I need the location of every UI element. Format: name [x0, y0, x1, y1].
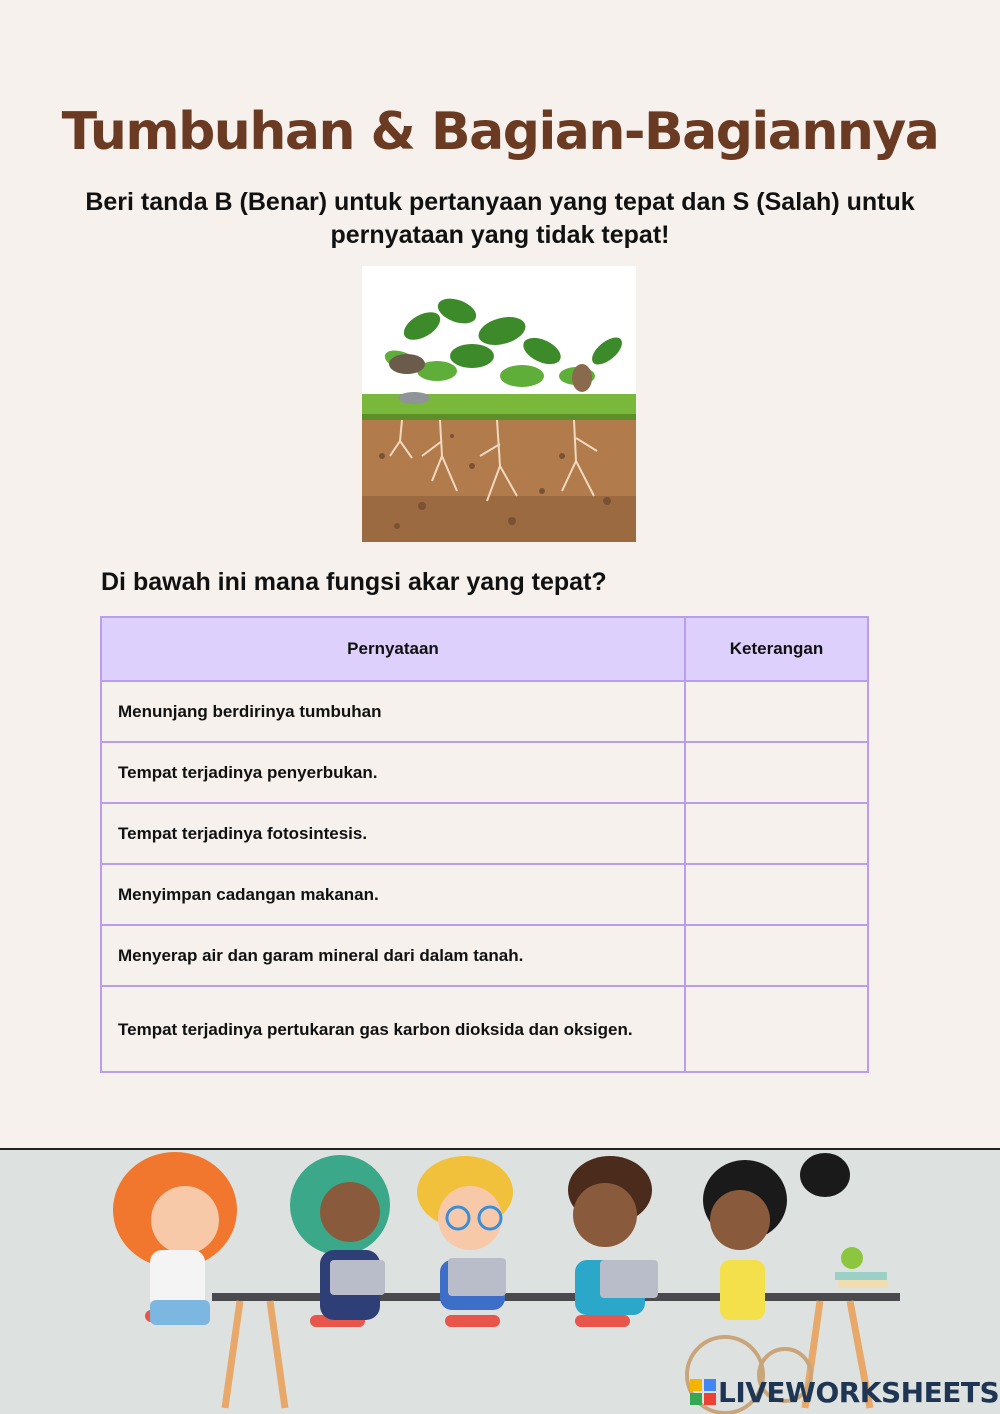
- table-header-row: [101, 617, 868, 681]
- statement-cell: Tempat terjadinya fotosintesis.: [101, 803, 685, 864]
- header-keterangan: Keterangan: [685, 617, 868, 681]
- liveworksheets-logo-icon: [690, 1379, 718, 1407]
- worksheet-title: Tumbuhan & Bagian-Bagiannya: [61, 102, 939, 162]
- statement-cell: Tempat terjadinya pertukaran gas karbon dioksida dan oksigen.: [101, 986, 685, 1072]
- question-text: Di bawah ini mana fungsi akar yang tepat?: [101, 568, 607, 596]
- brand-logo: [690, 1376, 999, 1409]
- table-row: [101, 803, 868, 864]
- plant-roots-illustration: [362, 266, 636, 542]
- table-row: [101, 986, 868, 1072]
- students-illustration: [0, 1150, 1000, 1414]
- answer-cell[interactable]: [685, 925, 868, 986]
- answer-cell[interactable]: [685, 803, 868, 864]
- answer-table: [100, 616, 869, 1073]
- statement-cell: Tempat terjadinya penyerbukan.: [101, 742, 685, 803]
- answer-cell[interactable]: [685, 742, 868, 803]
- statement-cell: Menyimpan cadangan makanan.: [101, 864, 685, 925]
- table-row: [101, 681, 868, 742]
- brand-name: LIVEWORKSHEETS: [718, 1376, 1000, 1409]
- statement-cell: Menunjang berdirinya tumbuhan: [101, 681, 685, 742]
- statement-cell: Menyerap air dan garam mineral dari dalam tanah.: [101, 925, 685, 986]
- table-row: [101, 864, 868, 925]
- answer-cell[interactable]: [685, 681, 868, 742]
- answer-cell[interactable]: [685, 986, 868, 1072]
- instruction-text: Beri tanda B (Benar) untuk pertanyaan yang tepat dan S (Salah) untuk pernyataan yang tidak tepat!: [85, 188, 915, 249]
- table-row: [101, 925, 868, 986]
- header-pernyataan: Pernyataan: [101, 617, 685, 681]
- table-row: [101, 742, 868, 803]
- answer-cell[interactable]: [685, 864, 868, 925]
